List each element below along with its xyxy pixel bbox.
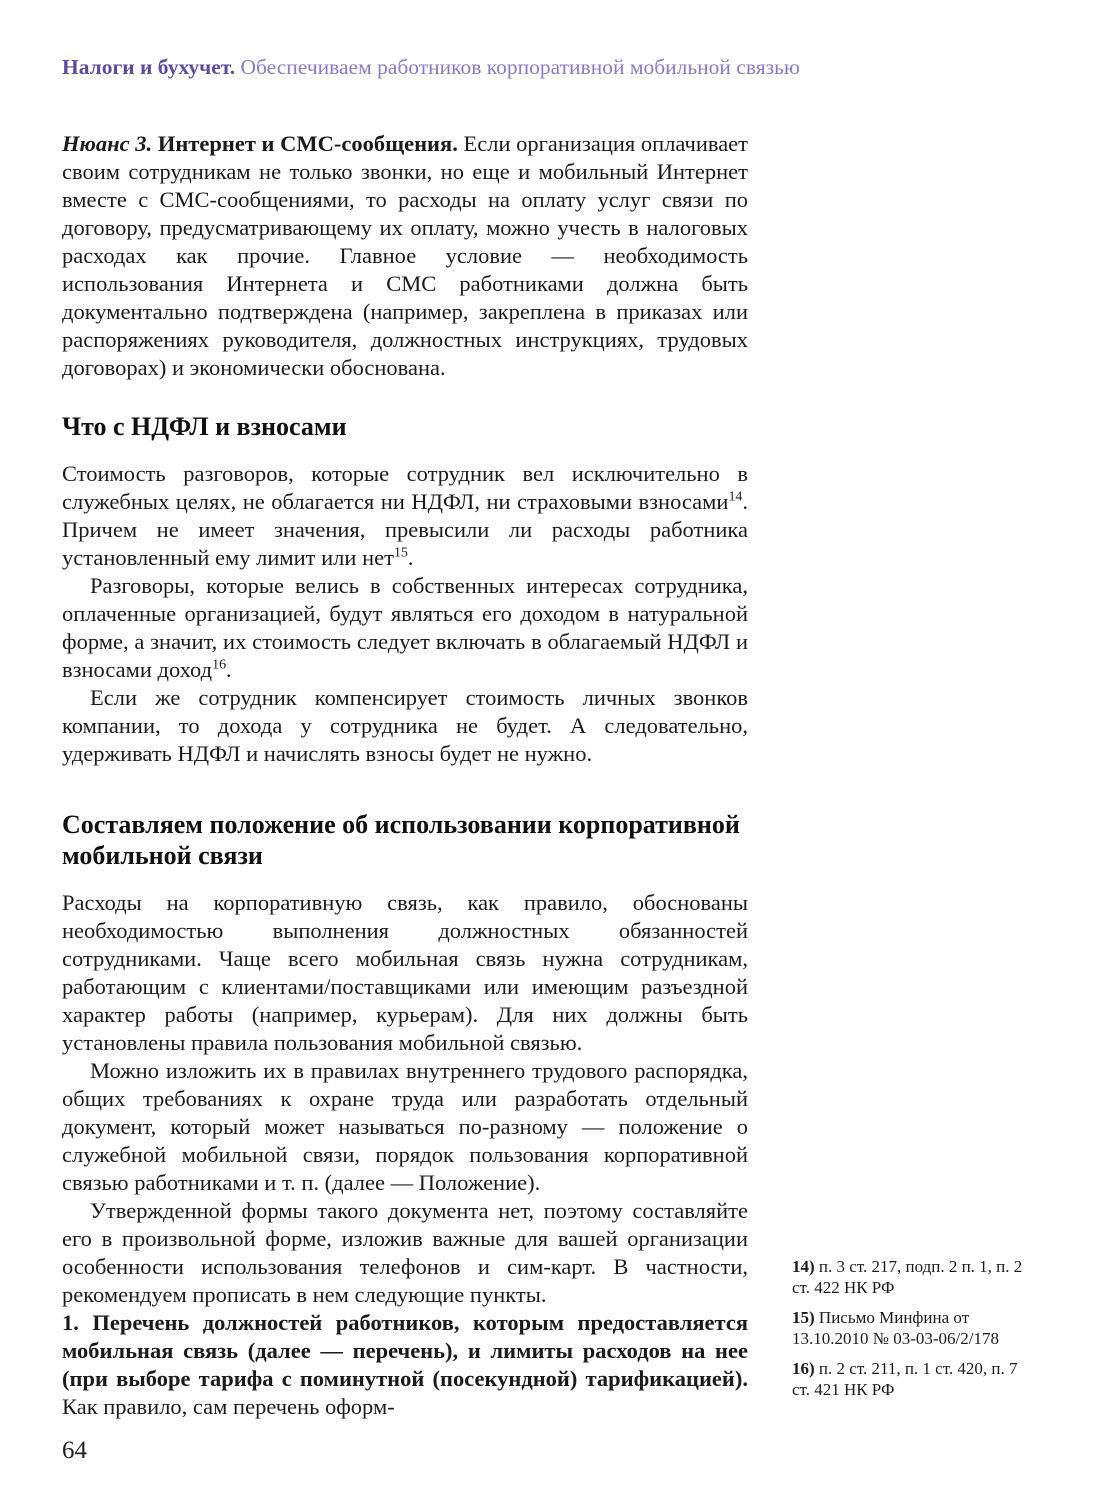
numbered-list-item-1: 1. Перечень должностей работников, которым предоставляется мобильная связь (далее — перечень), и лимиты расходов на нее (при выборе тарифа с поминутной (посекундной) тарификацией). Как правило, сам перечень оформ- (62, 1310, 748, 1419)
page-number: 64 (62, 1437, 87, 1464)
footnote-text: Письмо Минфина от 13.10.2010 № 03-03-06/2/178 (792, 1308, 999, 1348)
running-header (62, 54, 962, 80)
paragraph: Можно изложить их в правилах внутреннего трудового распорядка, общих требованиях к охране труда или разработать отдельный документ, который может называться по-разному — положение о служебной мобильной связи, порядок пользования корпоративной связью работниками и т. п. (далее — Положение). (62, 1058, 748, 1195)
article-topic: Обеспечиваем работников корпоративной мобильной связью (235, 55, 800, 79)
main-text-column (62, 130, 748, 1421)
footnote-number: 16) (792, 1359, 815, 1378)
paragraph: Разговоры, которые велись в собственных интересах сотрудника, оплаченные организацией, будут являться его доходом в натуральной форме, а значит, их стоимость следует включать в облагаемый НДФЛ и взносами доход$^{16}$. (62, 573, 748, 682)
footnote-16 (792, 1358, 1024, 1400)
footnote-text: п. 3 ст. 217, подп. 2 п. 1, п. 2 ст. 422 НК РФ (792, 1257, 1023, 1297)
footnotes-sidebar (792, 1256, 1024, 1409)
footnote-number: 14) (792, 1257, 815, 1276)
magazine-brand: Налоги и бухучет. (62, 55, 236, 79)
section-heading-ndfl: Что с НДФЛ и взносами (62, 412, 347, 441)
footnote-number: 15) (792, 1308, 815, 1327)
paragraph: Утвержденной формы такого документа нет, поэтому составляйте его в произвольной форме, изложив важные для вашей организации особенности использования телефонов и сим-карт. В частности, рекомендуем прописать в нем следующие пункты. (62, 1198, 748, 1307)
paragraph: Расходы на корпоративную связь, как правило, обоснованы необходимостью выполнения должностных обязанностей сотрудниками. Чаще всего мобильная связь нужна сотрудникам, работающим с клиентами/поставщиками или имеющим разъездной характер работы (например, курьерам). Для них должны быть установлены правила пользования мобильной связью. (62, 890, 748, 1055)
footnote-text: п. 2 ст. 211, п. 1 ст. 420, п. 7 ст. 421 НК РФ (792, 1359, 1018, 1399)
paragraph: Если же сотрудник компенсирует стоимость личных звонков компании, то дохода у сотрудника не будет. А следовательно, удерживать НДФЛ и начислять взносы будет не нужно. (62, 685, 748, 766)
paragraph: Стоимость разговоров, которые сотрудник вел исключительно в служебных целях, не облагается ни НДФЛ, ни страховыми взносами$^{14}$. Причем не имеет значения, превысили ли расходы работника установленный ему лимит или нет$^{15}$. (62, 461, 748, 570)
footnote-15 (792, 1307, 1024, 1349)
section-heading-polozhenie: Составляем положение об использовании корпоративной мобильной связи (62, 810, 740, 870)
intro-paragraph: Нюанс 3. Интернет и СМС-сообщения. Если организация оплачивает своим сотрудникам не только звонки, но еще и мобильный Интернет вместе с СМС-сообщениями, то расходы на оплату услуг связи по договору, предусматривающему их оплату, можно учесть в налоговых расходах как прочие. Главное условие — необходимость использования Интернета и СМС работниками должна быть документально подтверждена (например, закреплена в приказах или распоряжениях руководителя, должностных инструкциях, трудовых договорах) и экономически обоснована. (62, 131, 749, 380)
footnote-14 (792, 1256, 1024, 1298)
